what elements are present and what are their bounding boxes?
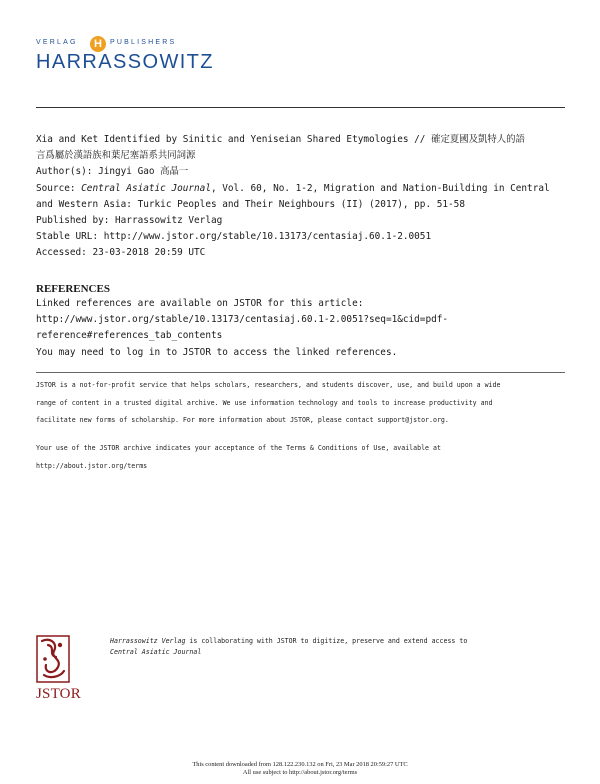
article-published-by: Published by: Harrassowitz Verlag xyxy=(36,215,223,227)
logo-name: HARRASSOWITZ xyxy=(36,51,214,73)
jstor-logo-icon xyxy=(36,635,86,685)
source-journal: Central Asiatic Journal xyxy=(81,182,211,194)
article-title-line2: 言爲屬於漢語族和葉尼塞語系共同詞源 xyxy=(36,150,196,162)
article-metadata xyxy=(36,132,568,262)
article-source xyxy=(36,181,568,197)
top-divider xyxy=(36,107,565,108)
references-line1: Linked references are available on JSTOR for this article: xyxy=(36,298,364,309)
references-section xyxy=(36,282,568,361)
article-authors: Author(s): Jingyi Gao 高晶一 xyxy=(36,166,189,178)
article-title-line1: Xia and Ket Identified by Sinitic and Yeniseian Shared Etymologies // 確定夏國及凱特人的語 xyxy=(36,134,525,145)
collaboration-line1 xyxy=(110,636,570,647)
references-link-line2[interactable]: reference#references_tab_contents xyxy=(36,330,223,342)
source-rest: , Vol. 60, No. 1-2, Migration and Nation-Building in Central xyxy=(210,182,550,194)
article-source-line2: and Western Asia: Turkic Peoples and Their Neighbours (II) (2017), pp. 51-58 xyxy=(36,198,465,210)
collaboration-publisher: Harrassowitz Verlag xyxy=(110,637,186,645)
logo-tagline xyxy=(36,36,206,50)
collaboration-journal: Central Asiatic Journal xyxy=(110,648,202,656)
jstor-terms xyxy=(36,440,568,475)
publisher-logo xyxy=(36,34,214,76)
references-login-note: You may need to log in to JSTOR to access the linked references. xyxy=(36,346,398,358)
notice-p1-line1: JSTOR is a not-for-profit service that helps scholars, researchers, and students discover, use, and build upon a wide xyxy=(36,381,501,389)
notice-p2-line1: Your use of the JSTOR archive indicates your acceptance of the Terms & Conditions of Use, available at xyxy=(36,444,441,452)
terms-link[interactable]: http://about.jstor.org/terms xyxy=(36,461,148,470)
source-prefix: Source: xyxy=(36,182,82,194)
references-link-line1[interactable]: http://www.jstor.org/stable/10.13173/centasiaj.60.1-2.0051?seq=1&cid=pdf- xyxy=(36,314,449,326)
jstor-wordmark: JSTOR xyxy=(36,686,81,702)
footer-download-info: This content downloaded from 128.122.230.132 on Fri, 23 Mar 2018 20:59:27 UTC xyxy=(192,761,408,768)
notice-p1-line2: range of content in a trusted digital archive. We use information technology and tools to increase productivity and xyxy=(36,398,493,407)
collaboration-statement xyxy=(110,636,570,658)
logo-tagline-right: PUBLISHERS xyxy=(110,39,177,46)
logo-mark-icon: H xyxy=(90,36,106,52)
footer-terms: All use subject to http://about.jstor.org/terms xyxy=(242,769,358,776)
article-accessed: Accessed: 23-03-2018 20:59 UTC xyxy=(36,247,206,259)
jstor-notice xyxy=(36,377,568,430)
logo-tagline-left: VERLAG xyxy=(36,39,78,46)
references-heading: REFERENCES xyxy=(36,283,110,295)
collaboration-text: is collaborating with JSTOR to digitize, preserve and extend access to xyxy=(185,637,468,645)
collaboration-line2 xyxy=(110,647,570,658)
article-stable-url[interactable]: Stable URL: http://www.jstor.org/stable/10.13173/centasiaj.60.1-2.0051 xyxy=(36,231,432,243)
notice-divider xyxy=(36,372,565,373)
notice-p1-line3: facilitate new forms of scholarship. For more information about JSTOR, please contact support@jstor.org. xyxy=(36,416,449,424)
